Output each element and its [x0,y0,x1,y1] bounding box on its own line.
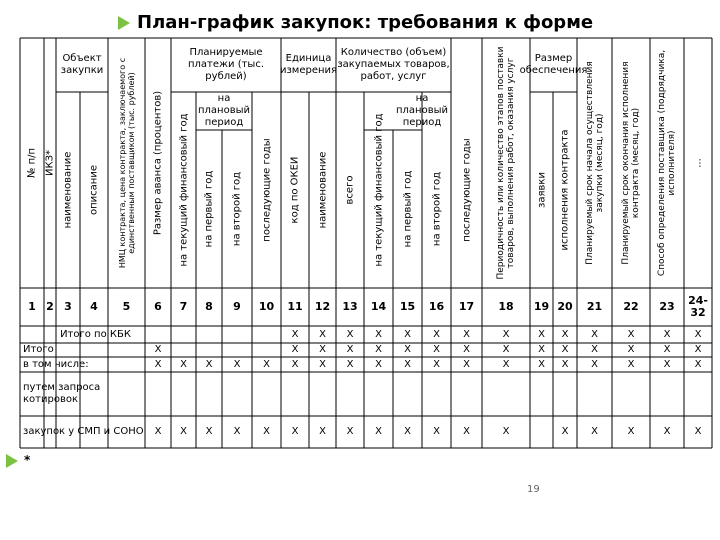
row-total-mark-col-12: X [319,344,326,355]
row-including-mark-col-20: X [561,358,569,370]
row-quotation-label: путем запроса котировок [23,382,101,405]
header-unit-name: наименование [317,151,328,229]
row-total-label: Итого [23,344,54,355]
header-quantity: Количество (объем) закупаемых товаров, работ, услуг [337,47,450,82]
column-number-10: 10 [258,300,275,313]
column-number-8: 8 [205,300,213,313]
row-total-mark-col-19: X [538,344,545,355]
row-total-mark-col-6: X [154,344,162,355]
column-number-6: 6 [154,300,162,313]
row-including-mark-col-12: X [319,358,326,370]
row-including-mark-col-19: X [538,358,545,370]
header-start-date: Планируемый срок начала осуществления закупки (месяц, год) [584,61,605,265]
column-number-14: 14 [370,300,387,313]
row-smp-mark-col-14: X [375,426,382,437]
header-security-size: Размер обеспечения [519,53,588,76]
header-payments-next-years: последующие годы [261,138,272,242]
row-total-mark-col-24: X [694,344,702,355]
column-number-9: 9 [233,300,241,313]
row-kbk-mark-col-17: X [463,328,470,340]
row-including-mark-col-10: X [263,358,270,370]
column-number-7: 7 [179,300,188,313]
row-smp-mark-col-21: X [591,426,598,437]
header-object-description: описание [88,165,100,215]
row-smp-mark-col-12: X [319,426,326,437]
header-quantity-first-year: на первый год [402,170,413,248]
column-number-23: 23 [659,300,675,313]
column-number-18: 18 [498,300,514,313]
column-number-3: 3 [64,300,72,313]
row-total-mark-col-11: X [291,344,299,355]
row-including-mark-col-6: X [154,358,162,370]
row-kbk-mark-col-11: X [291,328,299,340]
footnote-marker: * [24,453,31,467]
header-object-of-purchase: Объект закупки [60,53,104,76]
page-number: 19 [527,484,540,495]
column-number-21: 21 [586,300,603,313]
row-smp-mark-col-13: X [346,426,354,437]
row-smp-mark-col-15: X [404,426,411,437]
row-smp-mark-col-17: X [463,426,470,437]
row-smp-mark-col-11: X [291,426,299,437]
row-smp-mark-col-8: X [205,426,213,437]
row-smp-mark-col-9: X [233,426,241,437]
column-number-12: 12 [314,300,331,313]
column-number-11: 11 [287,300,303,313]
header-supplier-method: Способ определения поставщика (подрядчика, исполнителя) [657,49,677,277]
row-smp-mark-col-10: X [263,426,270,437]
row-kbk-mark-col-21: X [591,328,598,340]
column-number-2: 2 [46,300,54,313]
header-payments-first-year: на первый год [203,170,215,248]
row-total-mark-col-20: X [561,344,569,355]
row-total-mark-col-16: X [433,344,440,355]
header-payments-second-year: на второй год [231,171,243,247]
column-number-17: 17 [458,300,475,313]
header-periodicity: Периодичность или количество этапов поставки товаров, выполнения работ, оказания услуг [496,46,516,280]
page-title: План-график закупок: требования к форме [137,12,594,33]
header-quantity-planned-period: на плановый период [395,93,448,128]
row-smp-mark-col-6: X [154,426,162,437]
header-payments-planned-period: на плановый период [197,93,250,128]
row-kbk-mark-col-20: X [561,328,569,340]
row-total-mark-col-17: X [463,344,470,355]
row-kbk-mark-col-12: X [319,328,326,340]
row-including-mark-col-7: X [180,358,187,370]
header-okei-code: код по ОКЕИ [289,156,301,224]
row-smp-mark-col-24: X [694,426,702,437]
row-smp-mark-col-18: X [502,426,510,437]
header-object-name: наименование [62,151,74,229]
header-security-application: заявки [536,172,547,208]
row-including-mark-col-21: X [591,358,598,370]
column-number-5: 5 [122,300,131,313]
row-kbk-mark-col-19: X [538,328,545,340]
row-kbk-total-label: Итого по КБК [60,328,131,340]
row-smp-mark-col-16: X [433,426,440,437]
row-including-mark-col-16: X [433,358,440,370]
row-kbk-mark-col-23: X [663,328,671,340]
row-smp-label: закупок у СМП и СОНО [23,426,144,437]
row-kbk-mark-col-24: X [694,328,702,340]
row-including-mark-col-18: X [502,358,510,370]
column-number-15: 15 [399,300,416,313]
row-total-mark-col-18: X [502,344,510,355]
row-total-mark-col-21: X [591,344,598,355]
header-col-num: № п/п [26,147,38,179]
column-number-13: 13 [342,300,358,313]
row-smp-mark-col-22: X [627,426,635,437]
header-payments-current-year: на текущий финансовый год [178,113,189,267]
row-including-mark-col-17: X [463,358,470,370]
row-total-mark-col-14: X [375,344,382,355]
row-including-mark-col-9: X [233,358,241,370]
row-kbk-mark-col-22: X [627,328,635,340]
row-including-mark-col-11: X [291,358,299,370]
header-quantity-current-year: на текущий финансовый год [373,113,384,267]
header-quantity-second-year: на второй год [431,171,442,247]
column-number-24: 24-32 [688,294,708,319]
header-planned-payments: Планируемые платежи (тыс. рублей) [187,47,265,82]
row-including-mark-col-23: X [663,358,671,370]
row-including-mark-col-15: X [404,358,411,370]
column-number-22: 22 [623,300,639,313]
header-quantity-total: всего [344,175,356,205]
header-end-date: Планируемый срок окончания исполнения контракта (месяц, год) [621,61,641,265]
row-kbk-mark-col-15: X [404,328,411,340]
column-number-4: 4 [90,300,98,313]
row-including-mark-col-13: X [346,358,354,370]
row-smp-mark-col-20: X [561,426,569,437]
row-smp-mark-col-23: X [663,426,671,437]
row-total-mark-col-22: X [627,344,635,355]
row-including-mark-col-24: X [694,358,702,370]
column-number-1: 1 [28,300,36,313]
header-col-ikz: ИКЗ* [44,150,56,176]
row-total-mark-col-15: X [404,344,411,355]
row-kbk-mark-col-13: X [346,328,354,340]
row-kbk-mark-col-18: X [502,328,510,340]
header-nmc: НМЦ контракта, цена контракта, заключаемого с единственным поставщиком (тыс. рублей) [117,57,136,269]
row-total-mark-col-23: X [663,344,671,355]
row-including-label: в том числе: [23,358,89,370]
row-kbk-mark-col-14: X [375,328,382,340]
header-more-columns: ... [692,158,704,168]
header-quantity-next-years: последующие годы [461,138,472,242]
header-unit: Единица измерения [279,53,338,76]
row-including-mark-col-22: X [627,358,635,370]
header-advance: Размер аванса (процентов) [152,90,164,236]
column-number-19: 19 [533,300,550,313]
column-number-16: 16 [428,300,445,313]
row-smp-mark-col-7: X [180,426,187,437]
column-number-20: 20 [557,300,573,313]
row-including-mark-col-8: X [205,358,213,370]
row-total-mark-col-13: X [346,344,354,355]
row-kbk-mark-col-16: X [433,328,440,340]
header-security-contract: исполнения контракта [559,129,571,251]
row-including-mark-col-14: X [375,358,382,370]
